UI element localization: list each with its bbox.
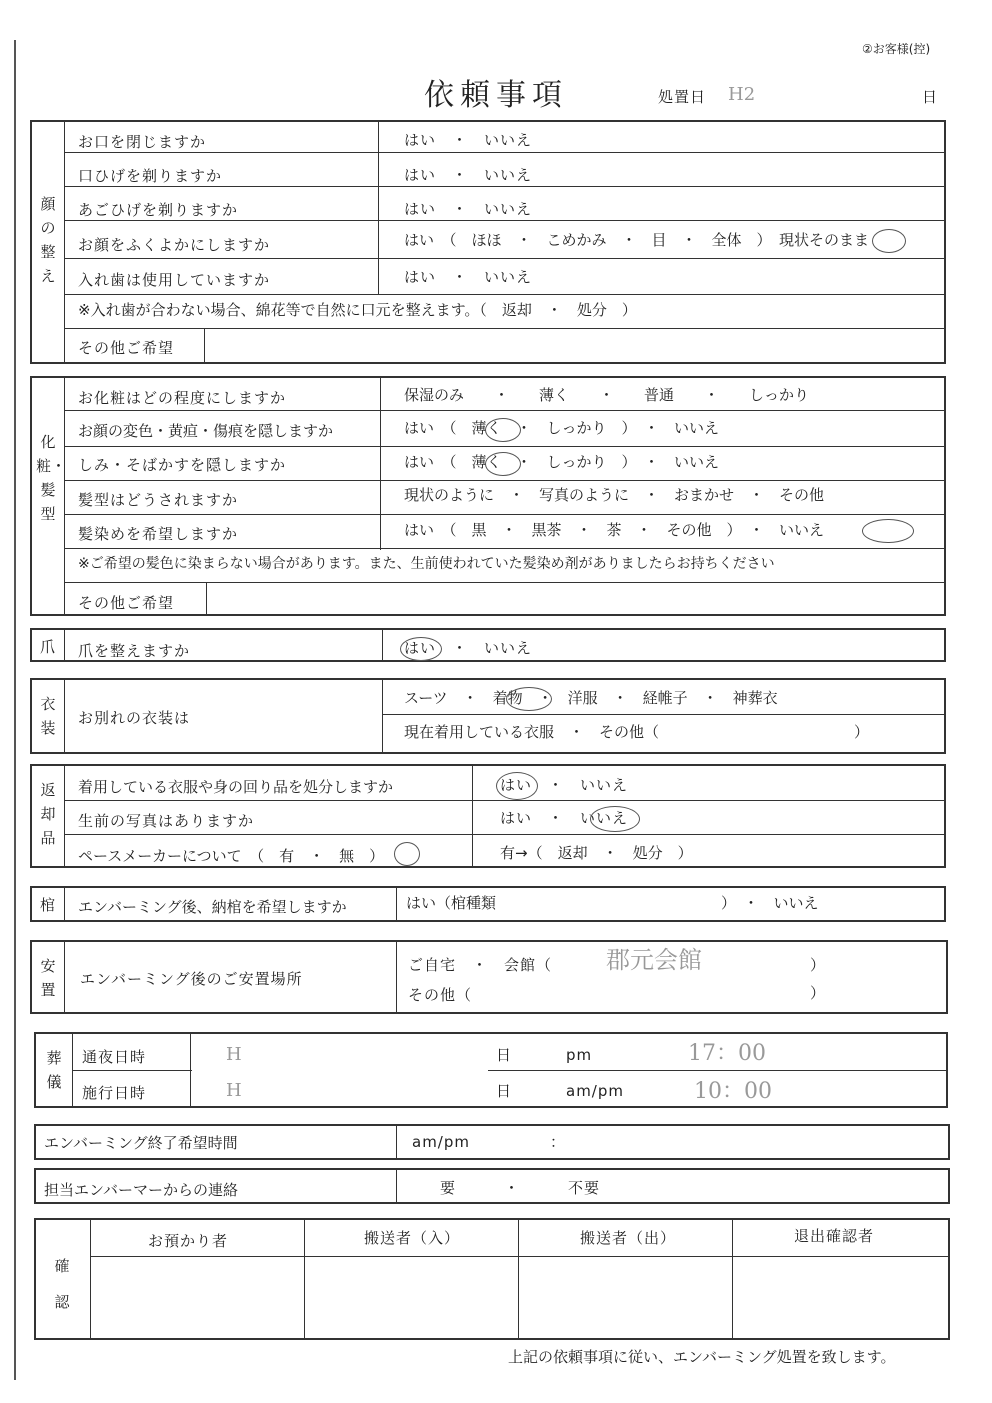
date-label: 処置日 [658,88,707,106]
confirm-section-label: 確認 [54,1257,70,1311]
confirm-header-3: 搬送者（出） [580,1229,677,1247]
returns-a-2[interactable]: はい ・ いいえ [500,809,629,827]
confirm-signature-2[interactable] [306,1256,516,1336]
makeup-q-4: 髪型はどうされますか [78,491,239,509]
coffin-a[interactable]: はい（棺種類 ） ・ いいえ [406,894,819,912]
nail-q: 爪を整えますか [78,642,191,660]
makeup-a-5[interactable]: はい （ 黒 ・ 黒茶 ・ 茶 ・ その他 ） ・ いいえ [404,521,825,539]
answer-mark-circle [485,452,521,476]
face-q-1: お口を閉じますか [78,133,207,151]
makeup-q-5: 髪染めを希望しますか [78,525,239,543]
face-a-3[interactable]: はい ・ いいえ [404,200,533,218]
nail-a[interactable]: はい ・ いいえ [404,639,533,657]
funeral-section-label: 葬儀 [46,1049,62,1091]
placement-handwritten[interactable]: 郡元会館 [606,946,702,974]
answer-mark-circle [506,687,552,711]
makeup-note: ※ご希望の髪色に染まらない場合があります。また、生前使われていた髪染め剤がありましたらお持ちください [78,556,775,572]
contact-a[interactable]: 要 ・ 不要 [440,1179,601,1197]
copy-label: ②お客様(控) [862,42,931,56]
returns-q-1: 着用している衣服や身の回り品を処分しますか [78,778,394,796]
placement-a-1-close: ） [810,956,827,974]
date-value[interactable]: H2 [728,84,756,105]
placement-a-2-close: ） [810,984,827,1002]
footer-note: 上記の依頼事項に従い、エンバーミング処置を致します。 [508,1348,896,1366]
clothes-a-2[interactable]: 現在着用している衣服 ・ その他（ ） [404,723,870,741]
answer-mark-circle [394,842,420,866]
date-day: 日 [922,88,939,106]
clothes-section-label: 衣装 [40,695,56,737]
answer-mark-circle [862,519,914,543]
placement-section-label: 安置 [40,957,56,999]
placement-q: エンバーミング後のご安置場所 [80,970,303,988]
face-q-4: お顔をふくよかにしますか [78,236,271,254]
confirm-signature-4[interactable] [734,1256,944,1336]
makeup-section-label: 化粧・髪型 [36,433,67,523]
end-time-q: エンバーミング終了希望時間 [44,1134,238,1152]
funeral-time-2[interactable]: 10：00 [694,1079,772,1104]
face-note: ※入れ歯が合わない場合、綿花等で自然に口元を整えます。（ 返却 ・ 処分 ） [78,301,637,319]
makeup-q-3: しみ・そばかすを隠しますか [78,456,287,474]
coffin-section-label: 棺 [40,896,57,914]
end-time-a[interactable]: am/pm ： [412,1133,566,1151]
face-a-1[interactable]: はい ・ いいえ [404,131,533,149]
funeral-q-1: 通夜日時 [82,1048,147,1066]
answer-mark-circle [590,806,640,832]
answer-mark-circle [400,637,442,661]
makeup-q-2: お顔の変色・黄疸・傷痕を隠しますか [78,422,334,440]
funeral-date-2[interactable]: H [226,1080,242,1101]
face-a-5[interactable]: はい ・ いいえ [404,268,533,286]
makeup-q-1: お化粧はどの程度にしますか [78,389,287,407]
funeral-section [34,1032,948,1108]
funeral-q-2: 施行日時 [82,1084,147,1102]
face-q-5: 入れ歯は使用していますか [78,271,271,289]
funeral-time-label-2: am/pm [566,1082,624,1100]
face-a-4[interactable]: はい （ ほほ ・ こめかみ ・ 目 ・ 全体 ） 現状そのまま [404,231,870,249]
confirm-signature-3[interactable] [520,1256,730,1336]
confirm-header-2: 搬送者（入） [364,1229,461,1247]
confirm-header-4: 退出確認者 [794,1227,875,1245]
makeup-a-3[interactable]: はい （ 薄く ・ しっかり ） ・ いいえ [404,453,720,471]
funeral-time-1[interactable]: 17：00 [688,1041,766,1066]
clothes-q: お別れの衣装は [78,709,191,727]
face-other-label: その他ご希望 [78,339,175,357]
funeral-date-1[interactable]: H [226,1044,242,1065]
returns-a-3[interactable]: 有→（ 返却 ・ 処分 ） [500,844,693,862]
returns-q-2: 生前の写真はありますか [78,812,255,830]
makeup-a-1[interactable]: 保湿のみ ・ 薄く ・ 普通 ・ しっかり [404,386,810,404]
answer-mark-circle [872,229,906,253]
answer-mark-circle [496,772,538,800]
coffin-q: エンバーミング後、納棺を希望しますか [78,898,347,916]
returns-q-3: ペースメーカーについて （ 有 ・ 無 ） [78,847,385,865]
face-section-label: 顔の整え [40,195,56,285]
page-edge-line [14,40,16,1380]
returns-section-label: 返却品 [40,781,56,847]
page-title: 依頼事項 [424,78,568,113]
confirm-header-1: お預かり者 [148,1232,229,1250]
funeral-day-1: 日 [496,1046,513,1064]
returns-a-1[interactable]: はい ・ いいえ [500,776,629,794]
nail-section-label: 爪 [40,638,57,656]
answer-mark-circle [485,418,521,442]
clothes-a-1[interactable]: スーツ ・ 着物 ・ 洋服 ・ 経帷子 ・ 神葬衣 [404,689,778,707]
makeup-a-4[interactable]: 現状のように ・ 写真のように ・ おまかせ ・ その他 [404,486,825,504]
funeral-time-label-1: pm [566,1046,593,1064]
placement-a-2[interactable]: その他（ [408,986,473,1004]
confirm-signature-1[interactable] [92,1256,302,1336]
face-q-3: あごひげを剃りますか [78,201,239,219]
contact-q: 担当エンバーマーからの連絡 [44,1181,238,1199]
placement-a-1[interactable]: ご自宅 ・ 会館（ [408,956,553,974]
makeup-a-2[interactable]: はい （ 薄く ・ しっかり ） ・ いいえ [404,419,720,437]
face-a-2[interactable]: はい ・ いいえ [404,166,533,184]
makeup-other-label: その他ご希望 [78,594,175,612]
face-q-2: 口ひげを剃りますか [78,167,223,185]
funeral-day-2: 日 [496,1082,513,1100]
